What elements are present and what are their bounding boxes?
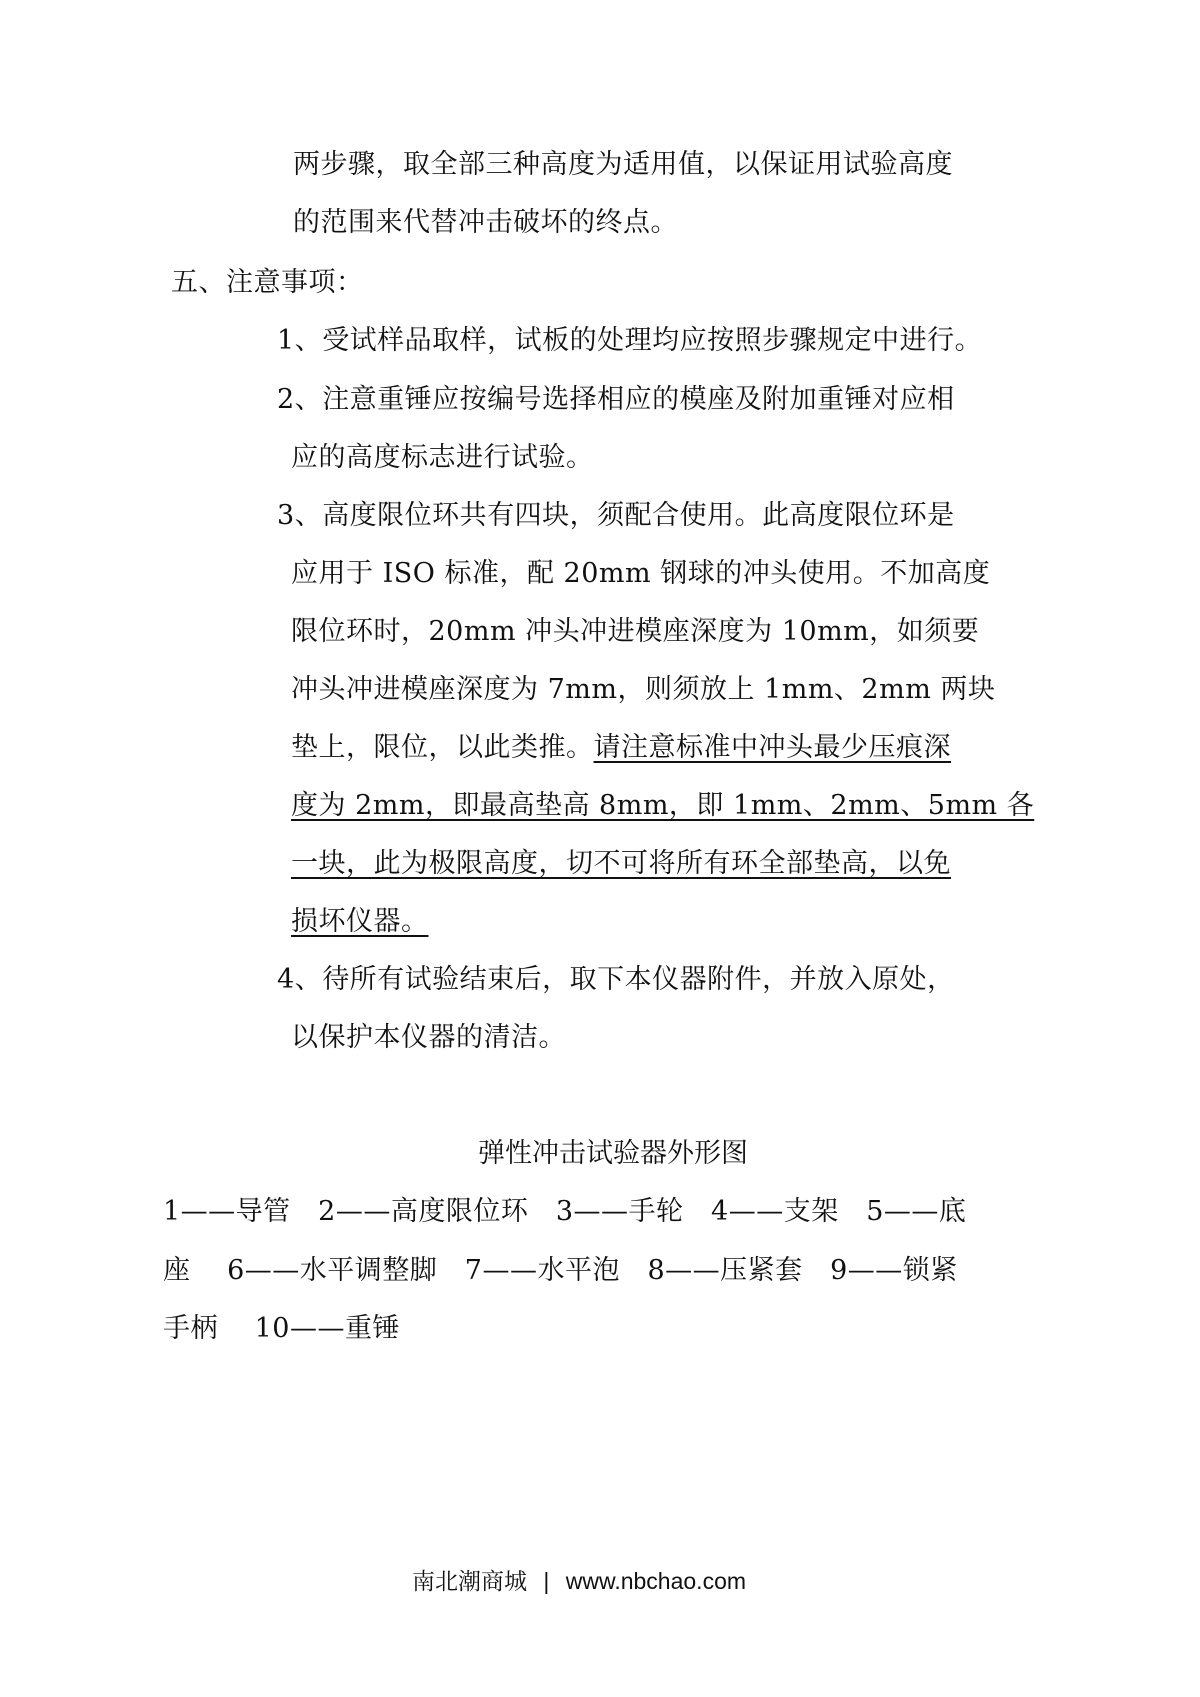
- page-footer: [412, 1566, 746, 1597]
- warning-text-underlined: 请注意标准中冲头最少压痕深: [593, 732, 951, 763]
- parts-legend-line-2: 座 6——水平调整脚 7——水平泡 8——压紧套 9——锁紧: [163, 1255, 958, 1286]
- parts-legend-line-1: 1——导管 2——高度限位环 3——手轮 4——支架 5——底: [163, 1196, 967, 1227]
- note-text: 待所有试验结束后，取下本仪器附件，并放入原处，: [322, 964, 955, 995]
- footer-url[interactable]: www.nbchao.com: [565, 1568, 747, 1594]
- warning-line-2: 度为 2mm，即最高垫高 8mm，即 1mm、2mm、5mm 各: [291, 790, 1035, 821]
- note-2-line-2: 应的高度标志进行试验。: [291, 442, 594, 473]
- note-3: [277, 499, 955, 533]
- note-4-line-2: 以保护本仪器的清洁。: [291, 1022, 566, 1053]
- note-text: 注意重锤应按编号选择相应的模座及附加重锤对应相: [322, 384, 955, 415]
- note-number: 4、: [277, 964, 323, 995]
- section-heading: 五、注意事项：: [171, 267, 364, 298]
- note-1: [277, 324, 982, 358]
- note-text: 高度限位环共有四块，须配合使用。此高度限位环是: [322, 500, 955, 531]
- figure-caption: 弹性冲击试验器外形图: [478, 1138, 748, 1169]
- note-3-line-5: [291, 731, 951, 765]
- note-3-line-4: 冲头冲进模座深度为 7mm，则须放上 1mm、2mm 两块: [291, 674, 996, 705]
- note-2: [277, 383, 955, 417]
- paragraph-continuation-line-1: 两步骤，取全部三种高度为适用值，以保证用试验高度: [293, 149, 953, 180]
- warning-line-4: 损坏仪器。: [291, 906, 429, 937]
- footer-separator: |: [543, 1568, 550, 1594]
- parts-legend-line-3: 手柄 10——重锤: [163, 1313, 400, 1344]
- note-4: [277, 963, 955, 997]
- note-3-line-2: 应用于 ISO 标准，配 20mm 钢球的冲头使用。不加高度: [291, 558, 991, 589]
- note-3-line-3: 限位环时，20mm 冲头冲进模座深度为 10mm，如须要: [291, 616, 980, 647]
- note-number: 1、: [277, 325, 323, 356]
- note-number: 3、: [277, 500, 323, 531]
- note-text: 受试样品取样，试板的处理均应按照步骤规定中进行。: [322, 325, 983, 356]
- warning-line-3: 一块，此为极限高度，切不可将所有环全部垫高，以免: [291, 848, 951, 879]
- note-text-plain: 垫上，限位，以此类推。: [291, 732, 594, 763]
- note-number: 2、: [277, 384, 323, 415]
- footer-brand: 南北潮商城: [412, 1569, 527, 1595]
- paragraph-continuation-line-2: 的范围来代替冲击破坏的终点。: [293, 207, 678, 238]
